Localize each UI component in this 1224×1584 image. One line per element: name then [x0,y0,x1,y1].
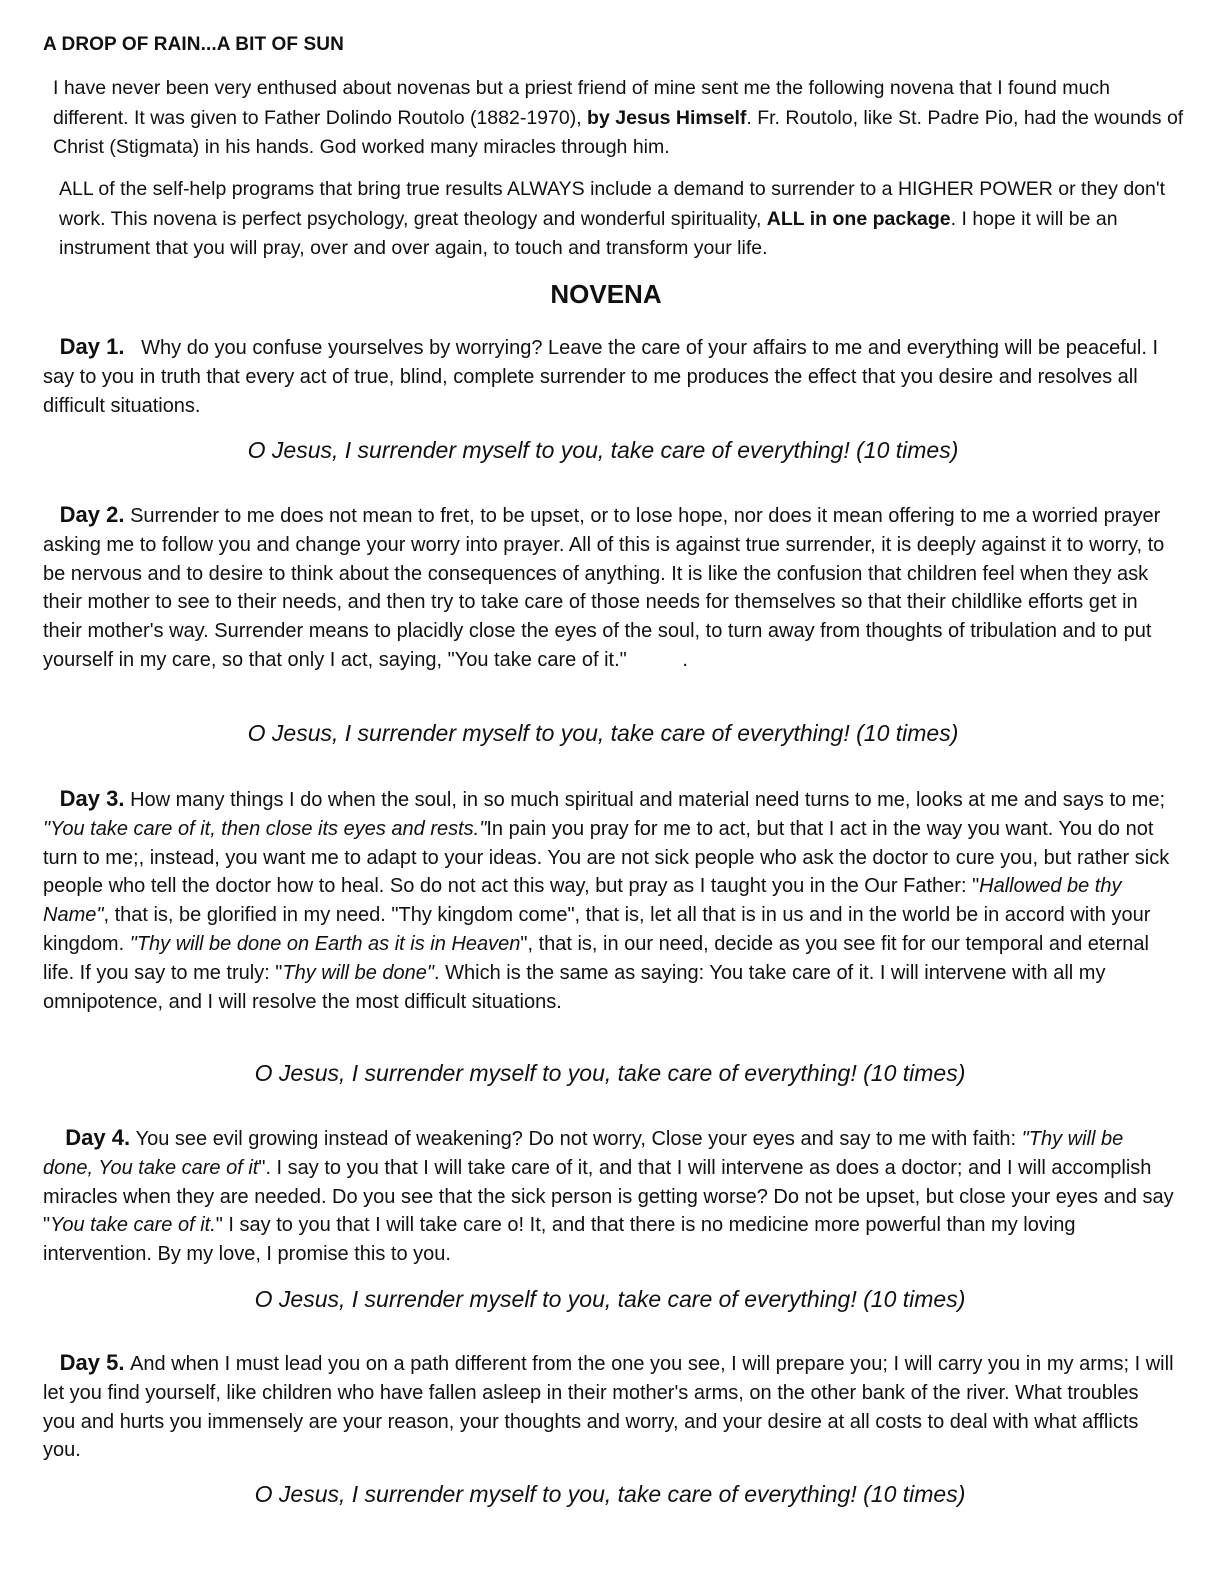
day-5-label: Day 5. [59,1350,125,1375]
day-3-italic-1: "You take care of it, then close its eyes and rests." [43,817,487,840]
day-2-prayer: O Jesus, I surrender myself to you, take care of everything! (10 times) [247,720,959,746]
day-1-paragraph [43,333,1175,420]
day-3-label: Day 3. [59,786,125,811]
day-3-text-1: How many things I do when the soul, in so much spiritual and material need turns to me, looks at me and says to me; [130,789,1166,811]
day-5-prayer: O Jesus, I surrender myself to you, take care of everything! (10 times) [254,1481,966,1507]
day-3-prayer: O Jesus, I surrender myself to you, take care of everything! (10 times) [254,1060,966,1086]
day-4-paragraph [43,1124,1175,1269]
day-5-text: And when I must lead you on a path different from the one you see, I will prepare you; I will carry you in my arms; I will let you find yourself, like children who have fallen asleep in their mother's arms, on the other bank of the river. What troubles you and hurts you immensely are your reason, your thoughts and worry, and your desire at all costs to deal with what afflicts you. [43,1353,1174,1462]
document-title: A DROP OF RAIN...A BIT OF SUN [43,34,344,55]
intro-paragraph-2 [43,175,1191,264]
intro-1-bold: by Jesus Himself [587,106,747,129]
intro-2-text: ALL of the self-help programs that bring true results ALWAYS include a demand to surrender to a HIGHER POWER or they don't work. This novena is perfect psychology, great theology and wonderful spirituality, [59,178,1165,230]
day-4-prayer: O Jesus, I surrender myself to you, take care of everything! (10 times) [254,1286,966,1312]
day-2-trailing-dot: . [682,648,688,671]
day-4-text-3: " I say to you that I will take care o! It, and that there is no medicine more powerful than my loving intervention. By my love, I promise this to you. [43,1214,1076,1266]
day-3-text-4: ", that is, in our need, decide as you see fit for our temporal and eternal life. If you say to me truly: " [43,932,1149,984]
day-2-label: Day 2. [59,502,125,527]
intro-1-text: I have never been very enthused about novenas but a priest friend of mine sent me the following novena that I found much different. It was given to Father Dolindo Routolo (1882-1970), [53,77,1110,129]
day-4-italic-2: You take care of it. [50,1214,216,1237]
day-4-text-2: ". I say to you that I will take care of it, and that I will intervene as does a doctor; and I will accomplish miracles when they are needed. Do you see that the sick person is getting worse? Do not be upset, but close your eyes and say " [43,1156,1174,1237]
day-4-italic-1: "Thy will be done, You take care of it [43,1128,1124,1179]
day-3-paragraph [43,785,1175,1016]
day-4-text-1: You see evil growing instead of weakening? Do not worry, Close your eyes and say to me with faith: [135,1128,1022,1150]
day-2-paragraph [43,501,1175,675]
day-3-italic-4: Thy will be done" [282,961,435,984]
day-3-text-3: , that is, be glorified in my need. "Thy kingdom come", that is, let all that is in us and in the world be in accord with your kingdom. [43,904,1151,955]
intro-2-bold: ALL in one package [766,207,951,230]
intro-1-text-end: . Fr. Routolo, like St. Padre Pio, had the wounds of Christ (Stigmata) in his hands. God worked many miracles through him. [53,106,1184,158]
day-1-prayer: O Jesus, I surrender myself to you, take care of everything! (10 times) [247,437,959,463]
day-2-text: Surrender to me does not mean to fret, to be upset, or to lose hope, nor does it mean offering to me a worried prayer asking me to follow you and change your worry into prayer. All of this is against true surrender, it is deeply against it to worry, to be nervous and to desire to think about the consequences of anything. It is like the confusion that children feel when they ask their mother to see to their needs, and then try to take care of those needs for themselves so that their childlike efforts get in their mother's way. Surrender means to placidly close the eyes of the soul, to turn away from thoughts of tribulation and to put yourself in my care, so that only I act, saying, "You take care of it." [43,505,1165,671]
intro-2-text-end: . I hope it will be an instrument that you will pray, over and over again, to touch and transform your life. [59,207,1118,259]
day-3-text-5: . Which is the same as saying: You take care of it. I will intervene with all my omnipotence, and I will resolve the most difficult situations. [43,961,1106,1013]
intro-paragraph-1 [43,74,1185,163]
day-4-label: Day 4. [65,1125,131,1150]
day-5-paragraph [43,1349,1175,1465]
novena-heading: NOVENA [550,279,662,309]
day-1-text: Why do you confuse yourselves by worrying? Leave the care of your affairs to me and everything will be peaceful. I say to you in truth that every act of true, blind, complete surrender to me produces the effect that you desire and resolves all difficult situations. [43,337,1159,417]
day-3-italic-2: Hallowed be thy Name" [43,875,1122,927]
day-3-text-2: In pain you pray for me to act, but that I act in the way you want. You do not turn to me;, instead, you want me to adapt to your ideas. You are not sick people who ask the doctor to cure you, but rather sick people who tell the doctor how to heal. So do not act this way, but pray as I taught you in the Our Father: " [43,817,1170,898]
day-1-label: Day 1. [59,334,125,359]
day-3-italic-3: "Thy will be done on Earth as it is in Heaven [129,932,521,955]
